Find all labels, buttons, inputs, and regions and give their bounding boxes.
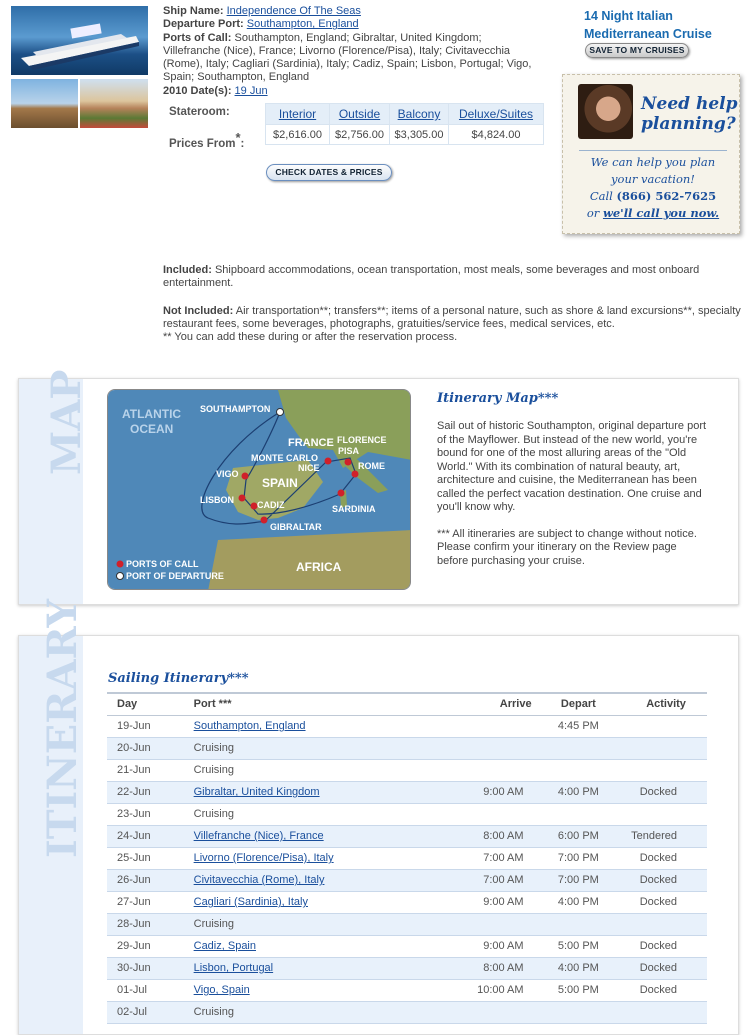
itinerary-side-label: ITINERARY <box>39 598 86 858</box>
table-row <box>107 891 707 913</box>
cruise-title <box>584 7 712 43</box>
col-deluxe-suites[interactable]: Deluxe/Suites <box>449 104 544 125</box>
map-description <box>437 420 707 568</box>
row-activity: Docked <box>625 847 707 869</box>
row-depart: 5:00 PM <box>532 935 626 957</box>
map-label-pisa: PISA <box>338 446 360 456</box>
price-table <box>265 103 544 145</box>
port-dot-rome <box>352 471 359 478</box>
ports-of-call: Southampton, England; Gibraltar, United Kingdom; Villefranche (Nice), France; Livorno (Florence/Pisa), Italy; Civitavecchia (Rome), Italy; Cagliari (Sardinia), Italy; Cadiz, Spain; Lisbon, Portugal; Vigo, Spain; Southampton, England <box>163 31 532 84</box>
row-activity: Docked <box>625 935 707 957</box>
row-port: Cruising <box>194 759 430 781</box>
map-paragraph: Sail out of historic Southampton, original departure port of the Mayflower. But instead of the new world, you're bound for one of the most alluring areas of the "Old World." With its combination of natural beauty, art, architecture and cuisine, the Mediterranean has been called the perfect vacation destination. One cruise and you'll know why. <box>437 420 707 513</box>
prices-from-text: Prices From <box>169 137 236 150</box>
ship-photo <box>11 6 148 75</box>
row-arrive <box>430 913 532 935</box>
row-depart: 4:00 PM <box>532 957 626 979</box>
map-label-france: FRANCE <box>288 437 334 449</box>
inclusions <box>163 264 747 344</box>
map-label-atlantic: ATLANTIC <box>122 407 182 421</box>
price-outside: $2,756.00 <box>330 125 390 145</box>
map-label-africa: AFRICA <box>296 560 342 574</box>
help-heading <box>641 94 738 134</box>
row-port-link[interactable]: Livorno (Florence/Pisa), Italy <box>194 847 430 869</box>
row-arrive <box>430 759 532 781</box>
prices-from-label: Prices From*: <box>169 130 245 150</box>
row-port-link[interactable]: Gibraltar, United Kingdom <box>194 781 430 803</box>
row-depart: 4:00 PM <box>532 891 626 913</box>
save-to-my-cruises-button[interactable]: SAVE TO MY CRUISES <box>585 43 689 58</box>
sailing-itinerary-table <box>107 692 707 1024</box>
table-row <box>107 759 707 781</box>
ship-name-link[interactable]: Independence Of The Seas <box>226 5 361 17</box>
col-day: Day <box>107 693 194 715</box>
row-depart <box>532 759 626 781</box>
legend-ports-of-call: PORTS OF CALL <box>126 559 199 569</box>
map-label-sardinia: SARDINIA <box>332 504 376 514</box>
row-day: 30-Jun <box>107 957 194 979</box>
col-interior[interactable]: Interior <box>266 104 330 125</box>
ship-info <box>163 5 538 98</box>
row-day: 21-Jun <box>107 759 194 781</box>
row-activity: Docked <box>625 891 707 913</box>
row-activity: Tendered <box>625 825 707 847</box>
ship-name-label: Ship Name: <box>163 5 224 17</box>
departure-port-link[interactable]: Southampton, England <box>246 18 359 31</box>
row-port-link[interactable]: Cadiz, Spain <box>194 935 430 957</box>
row-depart: 4:00 PM <box>532 781 626 803</box>
help-text <box>573 154 733 222</box>
port-dot-southampton <box>277 409 284 416</box>
col-port: Port *** <box>194 693 430 715</box>
row-day: 27-Jun <box>107 891 194 913</box>
row-port: Cruising <box>194 803 430 825</box>
itinerary-map[interactable] <box>107 389 411 590</box>
row-arrive <box>430 737 532 759</box>
row-activity <box>625 715 707 737</box>
table-row <box>107 847 707 869</box>
map-label-ocean: OCEAN <box>130 422 174 436</box>
row-arrive <box>430 1001 532 1023</box>
row-depart: 7:00 PM <box>532 869 626 891</box>
check-dates-prices-button[interactable]: CHECK DATES & PRICES <box>266 164 392 181</box>
itinerary-side-banner <box>19 598 86 1034</box>
table-row <box>107 715 707 737</box>
ship-illustration <box>11 6 148 75</box>
map-side-banner <box>19 369 90 604</box>
col-depart: Depart <box>532 693 626 715</box>
help-or: or <box>586 206 600 220</box>
row-depart <box>532 803 626 825</box>
price-interior: $2,616.00 <box>266 125 330 145</box>
col-outside[interactable]: Outside <box>330 104 390 125</box>
stateroom-label: Stateroom: <box>169 106 230 118</box>
port-photo-statue <box>11 79 78 128</box>
row-day: 01-Jul <box>107 979 194 1001</box>
table-row <box>107 979 707 1001</box>
help-call: Call <box>589 189 613 203</box>
map-label-lisbon: LISBON <box>200 495 235 505</box>
row-depart <box>532 913 626 935</box>
table-row <box>107 869 707 891</box>
help-planning-box <box>562 74 740 234</box>
port-dot-cagliari <box>338 490 345 497</box>
row-day: 25-Jun <box>107 847 194 869</box>
row-arrive <box>430 715 532 737</box>
row-activity <box>625 759 707 781</box>
row-arrive: 9:00 AM <box>430 781 532 803</box>
table-row <box>107 737 707 759</box>
map-label-vigo: VIGO <box>216 469 239 479</box>
cruise-title-line1: 14 Night Italian <box>584 9 673 23</box>
row-arrive: 8:00 AM <box>430 957 532 979</box>
col-activity: Activity <box>625 693 707 715</box>
row-activity <box>625 803 707 825</box>
map-side-label: MAP <box>43 369 90 475</box>
row-depart: 6:00 PM <box>532 825 626 847</box>
row-activity: Docked <box>625 957 707 979</box>
row-depart <box>532 1001 626 1023</box>
row-arrive <box>430 803 532 825</box>
row-port: Cruising <box>194 913 430 935</box>
row-day: 29-Jun <box>107 935 194 957</box>
row-arrive: 10:00 AM <box>430 979 532 1001</box>
help-line2: your vacation! <box>611 172 695 186</box>
row-day: 19-Jun <box>107 715 194 737</box>
help-heading-line2: planning? <box>641 114 736 134</box>
legend-port-of-departure: PORT OF DEPARTURE <box>126 571 224 581</box>
help-line1: We can help you plan <box>590 155 716 169</box>
table-row <box>107 781 707 803</box>
help-heading-line1: Need help <box>641 94 738 114</box>
help-divider <box>579 150 727 151</box>
legend-ports-of-call-dot <box>117 561 124 568</box>
row-arrive: 9:00 AM <box>430 891 532 913</box>
map-label-rome: ROME <box>358 461 385 471</box>
map-label-cadiz: CADIZ <box>257 500 285 510</box>
table-row <box>107 957 707 979</box>
call-you-now-link[interactable]: we'll call you now. <box>602 206 720 220</box>
not-included-note: ** You can add these during or after the reservation process. <box>163 331 458 343</box>
row-depart: 7:00 PM <box>532 847 626 869</box>
row-activity: Docked <box>625 869 707 891</box>
included-label: Included: <box>163 264 212 276</box>
not-included-text: Air transportation**; transfers**; items of a personal nature, such as shore & land excursions**, specialty restaurant fees, some beverages, photographs, gratuities/service fees, medical services, etc. <box>163 305 741 330</box>
row-depart <box>532 737 626 759</box>
departure-label: Departure Port: <box>163 18 244 31</box>
row-day: 02-Jul <box>107 1001 194 1023</box>
included-text: Shipboard accommodations, ocean transportation, most meals, some beverages and most onboard entertainment. <box>163 264 700 289</box>
row-activity: Docked <box>625 979 707 1001</box>
row-activity <box>625 737 707 759</box>
row-day: 26-Jun <box>107 869 194 891</box>
table-row <box>107 825 707 847</box>
row-arrive: 9:00 AM <box>430 935 532 957</box>
map-label-nice: NICE <box>298 463 320 473</box>
not-included-label: Not Included: <box>163 305 234 317</box>
itinerary-rows <box>107 715 707 1023</box>
port-dot-gibraltar <box>261 517 268 524</box>
agent-avatar <box>578 84 633 139</box>
itinerary-map-heading: Itinerary Map*** <box>437 391 559 406</box>
table-row <box>107 935 707 957</box>
map-label-florence: FLORENCE <box>337 435 387 445</box>
price-deluxe-suites: $4,824.00 <box>449 125 544 145</box>
sailing-itinerary-heading: Sailing Itinerary*** <box>108 671 249 686</box>
row-day: 24-Jun <box>107 825 194 847</box>
row-port-link[interactable]: Cagliari (Sardinia), Italy <box>194 891 430 913</box>
sail-date-link[interactable]: 19 Jun <box>234 84 268 97</box>
row-depart: 5:00 PM <box>532 979 626 1001</box>
port-dot-lisbon <box>239 495 246 502</box>
row-activity: Docked <box>625 781 707 803</box>
port-dot-nice <box>325 458 332 465</box>
map-label-monte-carlo: MONTE CARLO <box>251 453 318 463</box>
port-dot-vigo <box>242 473 249 480</box>
table-row <box>107 913 707 935</box>
col-arrive: Arrive <box>430 693 532 715</box>
row-port-link[interactable]: Villefranche (Nice), France <box>194 825 430 847</box>
row-arrive: 8:00 AM <box>430 825 532 847</box>
port-dot-livorno <box>345 459 352 466</box>
row-port-link[interactable]: Lisbon, Portugal <box>194 957 430 979</box>
table-row <box>107 1001 707 1023</box>
row-port: Cruising <box>194 1001 430 1023</box>
row-port: Cruising <box>194 737 430 759</box>
row-activity <box>625 913 707 935</box>
row-port-link[interactable]: Vigo, Spain <box>194 979 430 1001</box>
col-balcony[interactable]: Balcony <box>390 104 449 125</box>
map-label-gibraltar: GIBRALTAR <box>270 522 322 532</box>
help-phone: (866) 562-7625 <box>616 189 717 203</box>
row-port-link[interactable]: Civitavecchia (Rome), Italy <box>194 869 430 891</box>
row-arrive: 7:00 AM <box>430 869 532 891</box>
table-row <box>107 803 707 825</box>
cruise-title-line2: Mediterranean Cruise <box>584 27 712 41</box>
row-arrive: 7:00 AM <box>430 847 532 869</box>
ports-label: Ports of Call: <box>163 31 232 44</box>
legend-port-of-departure-dot <box>117 573 124 580</box>
dates-label: 2010 Date(s): <box>163 84 232 97</box>
row-day: 23-Jun <box>107 803 194 825</box>
price-balcony: $3,305.00 <box>390 125 449 145</box>
port-photo-palace <box>80 79 148 128</box>
row-activity <box>625 1001 707 1023</box>
map-label-southampton: SOUTHAMPTON <box>200 404 271 414</box>
row-port-link[interactable]: Southampton, England <box>194 715 430 737</box>
row-depart: 4:45 PM <box>532 715 626 737</box>
map-note: *** All itineraries are subject to change without notice. Please confirm your itinerary on the Review page before purchasing your cruise. <box>437 527 697 567</box>
row-day: 20-Jun <box>107 737 194 759</box>
map-label-spain: SPAIN <box>262 476 298 490</box>
row-day: 28-Jun <box>107 913 194 935</box>
row-day: 22-Jun <box>107 781 194 803</box>
